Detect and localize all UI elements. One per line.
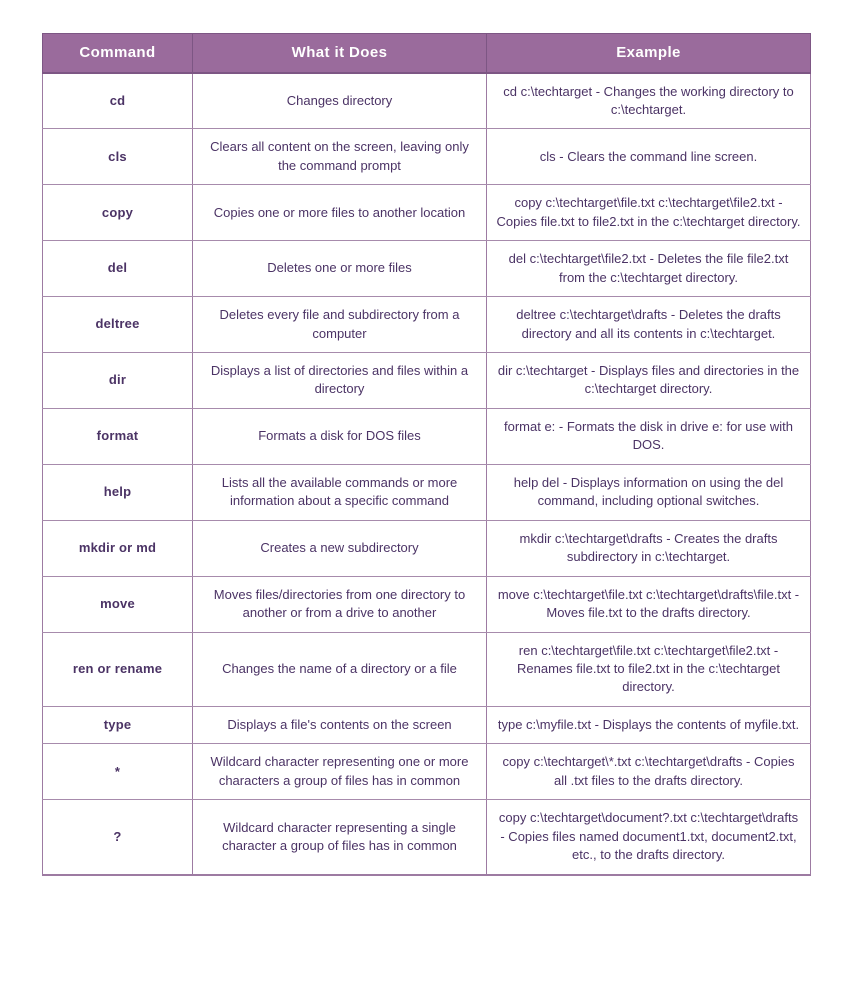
- cell-example: deltree c:\techtarget\drafts - Deletes the drafts directory and all its contents in c:\techtarget.: [487, 297, 811, 353]
- cell-description: Displays a list of directories and files within a directory: [193, 353, 487, 409]
- cell-description: Moves files/directories from one directory to another or from a drive to another: [193, 576, 487, 632]
- table-row: [43, 576, 811, 632]
- dos-commands-table: [42, 33, 811, 876]
- cell-example: mkdir c:\techtarget\drafts - Creates the drafts subdirectory in c:\techtarget.: [487, 520, 811, 576]
- cell-example: format e: - Formats the disk in drive e: for use with DOS.: [487, 408, 811, 464]
- cell-command: cls: [43, 129, 193, 185]
- table-row: [43, 353, 811, 409]
- cell-command: deltree: [43, 297, 193, 353]
- cell-description: Deletes one or more files: [193, 241, 487, 297]
- cell-description: Wildcard character representing one or more characters a group of files has in common: [193, 744, 487, 800]
- column-header-what-it-does: What it Does: [193, 34, 487, 73]
- table-row: [43, 408, 811, 464]
- cell-command: del: [43, 241, 193, 297]
- table-row: [43, 185, 811, 241]
- cell-example: move c:\techtarget\file.txt c:\techtarget\drafts\file.txt - Moves file.txt to the drafts directory.: [487, 576, 811, 632]
- header-row: [43, 34, 811, 73]
- table-row: [43, 73, 811, 129]
- table-row: [43, 800, 811, 875]
- cell-command: ?: [43, 800, 193, 875]
- cell-description: Wildcard character representing a single character a group of files has in common: [193, 800, 487, 875]
- cell-description: Displays a file's contents on the screen: [193, 706, 487, 743]
- cell-example: cd c:\techtarget - Changes the working directory to c:\techtarget.: [487, 73, 811, 129]
- cell-description: Clears all content on the screen, leaving only the command prompt: [193, 129, 487, 185]
- cell-example: copy c:\techtarget\*.txt c:\techtarget\drafts - Copies all .txt files to the drafts directory.: [487, 744, 811, 800]
- cell-command: ren or rename: [43, 632, 193, 706]
- table-row: [43, 520, 811, 576]
- table-row: [43, 241, 811, 297]
- table-row: [43, 744, 811, 800]
- cell-description: Changes directory: [193, 73, 487, 129]
- cell-example: copy c:\techtarget\file.txt c:\techtarget\file2.txt - Copies file.txt to file2.txt in the c:\techtarget directory.: [487, 185, 811, 241]
- cell-example: del c:\techtarget\file2.txt - Deletes the file file2.txt from the c:\techtarget directory.: [487, 241, 811, 297]
- cell-example: dir c:\techtarget - Displays files and directories in the c:\techtarget directory.: [487, 353, 811, 409]
- table-row: [43, 632, 811, 706]
- cell-command: move: [43, 576, 193, 632]
- cell-command: cd: [43, 73, 193, 129]
- table-body: [43, 73, 811, 875]
- table-row: [43, 706, 811, 743]
- column-header-example: Example: [487, 34, 811, 73]
- cell-command: format: [43, 408, 193, 464]
- column-header-command: Command: [43, 34, 193, 73]
- cell-description: Copies one or more files to another location: [193, 185, 487, 241]
- cell-example: ren c:\techtarget\file.txt c:\techtarget\file2.txt - Renames file.txt to file2.txt in the c:\techtarget directory.: [487, 632, 811, 706]
- cell-command: copy: [43, 185, 193, 241]
- cell-example: help del - Displays information on using the del command, including optional switches.: [487, 464, 811, 520]
- cell-command: *: [43, 744, 193, 800]
- table-row: [43, 464, 811, 520]
- cell-example: copy c:\techtarget\document?.txt c:\techtarget\drafts - Copies files named document1.txt, document2.txt, etc., to the drafts directory.: [487, 800, 811, 875]
- cell-description: Creates a new subdirectory: [193, 520, 487, 576]
- cell-description: Deletes every file and subdirectory from a computer: [193, 297, 487, 353]
- cell-description: Formats a disk for DOS files: [193, 408, 487, 464]
- cell-command: help: [43, 464, 193, 520]
- cell-description: Lists all the available commands or more information about a specific command: [193, 464, 487, 520]
- cell-command: mkdir or md: [43, 520, 193, 576]
- table-row: [43, 297, 811, 353]
- cell-example: cls - Clears the command line screen.: [487, 129, 811, 185]
- cell-command: dir: [43, 353, 193, 409]
- table-row: [43, 129, 811, 185]
- cell-description: Changes the name of a directory or a file: [193, 632, 487, 706]
- cell-command: type: [43, 706, 193, 743]
- cell-example: type c:\myfile.txt - Displays the contents of myfile.txt.: [487, 706, 811, 743]
